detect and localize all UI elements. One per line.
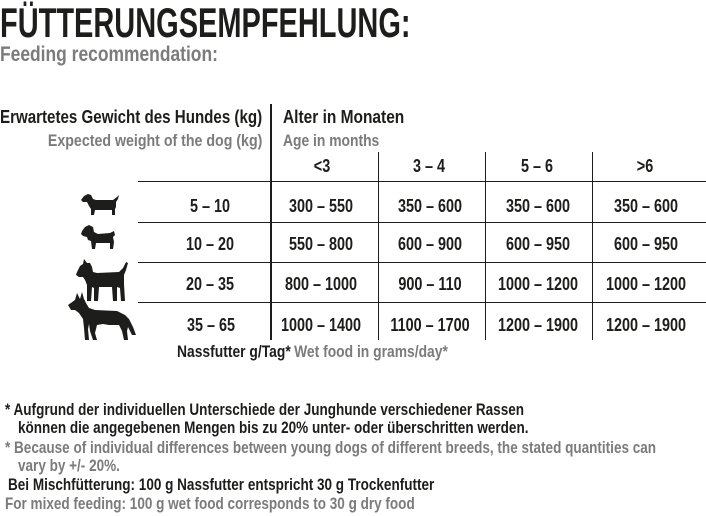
- amount-cell: 600 – 950: [613, 234, 679, 254]
- row-divider: [138, 181, 706, 182]
- weight-cell: 20 – 35: [185, 274, 235, 294]
- amount-cell: 1000 – 1400: [280, 315, 362, 335]
- amount-cell: 350 – 600: [613, 196, 679, 216]
- footnote-en-line1: * Because of individual differences between young dogs of different breeds, the stated quantities can: [5, 439, 657, 457]
- weight-header-de: Erwartetes Gewicht des Hundes (kg): [0, 107, 263, 127]
- weight-cell: 10 – 20: [185, 234, 235, 254]
- mixed-feeding-de: Bei Mischfütterung: 100 g Nassfutter entspricht 30 g Trockenfutter: [8, 476, 435, 494]
- row-divider: [138, 222, 706, 223]
- amount-cell: 800 – 1000: [284, 274, 358, 294]
- amount-cell: 1200 – 1900: [605, 315, 687, 335]
- footnote-de-line2: können die angegebenen Mengen bis zu 20% unter- oder überschritten werden.: [18, 419, 529, 437]
- row-divider: [138, 302, 706, 303]
- spaniel-icon: [80, 224, 116, 250]
- footnote-en-line2: vary by +/- 20%.: [18, 457, 120, 475]
- row-divider: [138, 262, 706, 263]
- unit-caption-de: Nassfutter g/Tag*: [177, 343, 291, 361]
- age-column-header: <3: [313, 156, 331, 176]
- amount-cell: 600 – 900: [397, 234, 463, 254]
- unit-caption-en: Wet food in grams/day*: [294, 343, 448, 361]
- amount-cell: 1000 – 1200: [605, 274, 687, 294]
- dachshund-icon: [80, 191, 120, 217]
- amount-cell: 1100 – 1700: [390, 315, 470, 335]
- amount-cell: 900 – 110: [398, 274, 462, 294]
- amount-cell: 350 – 600: [505, 196, 571, 216]
- footnote-de-line1: * Aufgrund der individuellen Unterschiede der Junghunde verschiedener Rassen: [5, 401, 525, 419]
- page-title: FÜTTERUNGSEMPFEHLUNG:: [0, 0, 411, 46]
- age-column-header: 3 – 4: [412, 156, 446, 176]
- amount-cell: 1200 – 1900: [497, 315, 579, 335]
- shepherd-icon: [67, 291, 137, 341]
- amount-cell: 300 – 550: [288, 196, 354, 216]
- age-header-en: Age in months: [283, 132, 380, 150]
- mixed-feeding-en: For mixed feeding: 100 g wet food corresponds to 30 g dry food: [5, 495, 415, 513]
- amount-cell: 1000 – 1200: [497, 274, 579, 294]
- amount-cell: 350 – 600: [397, 196, 463, 216]
- age-header-de: Alter in Monaten: [283, 107, 405, 127]
- age-column-header: 5 – 6: [520, 156, 554, 176]
- unit-caption: [177, 344, 448, 361]
- page-subtitle: Feeding recommendation:: [0, 43, 218, 66]
- amount-cell: 550 – 800: [288, 234, 354, 254]
- weight-cell: 5 – 10: [189, 196, 231, 216]
- weight-cell: 35 – 65: [186, 315, 236, 335]
- weight-header-en: Expected weight of the dog (kg): [47, 132, 262, 150]
- age-column-header: >6: [636, 156, 654, 176]
- amount-cell: 600 – 950: [505, 234, 571, 254]
